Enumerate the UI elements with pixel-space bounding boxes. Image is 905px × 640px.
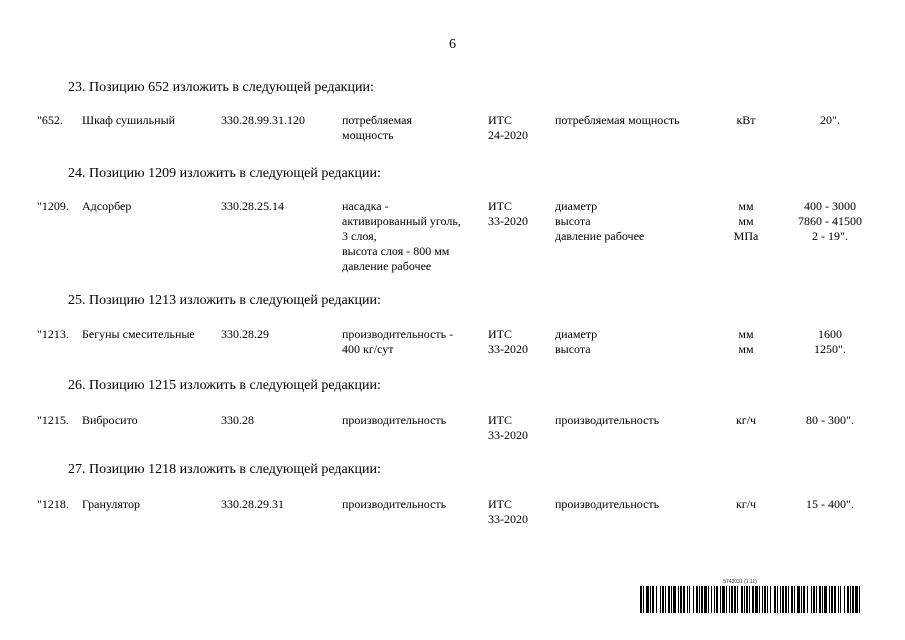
characteristic-description: потребляемая мощность xyxy=(342,113,412,142)
barcode-label: 5743031 (1.11) xyxy=(723,579,757,585)
okpd-code: 330.28 xyxy=(221,413,254,427)
okpd-code: 330.28.25.14 xyxy=(221,199,284,213)
parameter-names: диаметр высота давление рабочее xyxy=(555,199,645,243)
values: 400 - 3000 7860 - 41500 2 - 19". xyxy=(798,199,862,243)
parameter-names: потребляемая мощность xyxy=(555,113,680,127)
equipment-name: Вибросито xyxy=(82,413,138,427)
page-number: 6 xyxy=(449,37,456,52)
barcode xyxy=(640,586,862,613)
its-reference: ИТС 33-2020 xyxy=(488,413,528,442)
equipment-name: Шкаф сушильный xyxy=(82,113,176,127)
okpd-code: 330.28.99.31.120 xyxy=(221,113,305,127)
equipment-name: Гранулятор xyxy=(82,497,140,511)
parameter-names: диаметр высота xyxy=(555,327,598,356)
okpd-code: 330.28.29 xyxy=(221,327,269,341)
position-number: "1213. xyxy=(37,327,69,341)
values: 15 - 400". xyxy=(806,497,854,511)
section-heading: 24. Позицию 1209 изложить в следующей редакции: xyxy=(68,166,381,181)
characteristic-description: насадка - активированный уголь, 3 слоя, высота слоя - 800 мм давление рабочее xyxy=(342,199,461,273)
values: 20". xyxy=(820,113,840,127)
section-heading: 26. Позицию 1215 изложить в следующей редакции: xyxy=(68,378,381,393)
values: 80 - 300". xyxy=(806,413,854,427)
units: мм мм xyxy=(738,327,754,356)
characteristic-description: производительность xyxy=(342,497,447,511)
characteristic-description: производительность - 400 кг/сут xyxy=(342,327,454,356)
parameter-names: производительность xyxy=(555,413,660,427)
its-reference: ИТС 24-2020 xyxy=(488,113,528,142)
position-number: "1218. xyxy=(37,497,69,511)
values: 1600 1250". xyxy=(814,327,846,356)
its-reference: ИТС 33-2020 xyxy=(488,199,528,228)
section-heading: 23. Позицию 652 изложить в следующей редакции: xyxy=(68,80,374,95)
section-heading: 25. Позицию 1213 изложить в следующей редакции: xyxy=(68,293,381,308)
its-reference: ИТС 33-2020 xyxy=(488,327,528,356)
okpd-code: 330.28.29.31 xyxy=(221,497,284,511)
equipment-name: Адсорбер xyxy=(82,199,132,213)
position-number: "1209. xyxy=(37,199,69,213)
barcode-bar xyxy=(859,586,860,613)
parameter-names: производительность xyxy=(555,497,660,511)
units: кВт xyxy=(736,113,756,127)
position-number: "652. xyxy=(37,113,63,127)
units: кг/ч xyxy=(735,413,757,427)
units: мм мм МПа xyxy=(733,199,759,243)
units: кг/ч xyxy=(735,497,757,511)
characteristic-description: производительность xyxy=(342,413,447,427)
position-number: "1215. xyxy=(37,413,69,427)
equipment-name: Бегуны смесительные xyxy=(82,327,195,341)
section-heading: 27. Позицию 1218 изложить в следующей редакции: xyxy=(68,462,381,477)
its-reference: ИТС 33-2020 xyxy=(488,497,528,526)
